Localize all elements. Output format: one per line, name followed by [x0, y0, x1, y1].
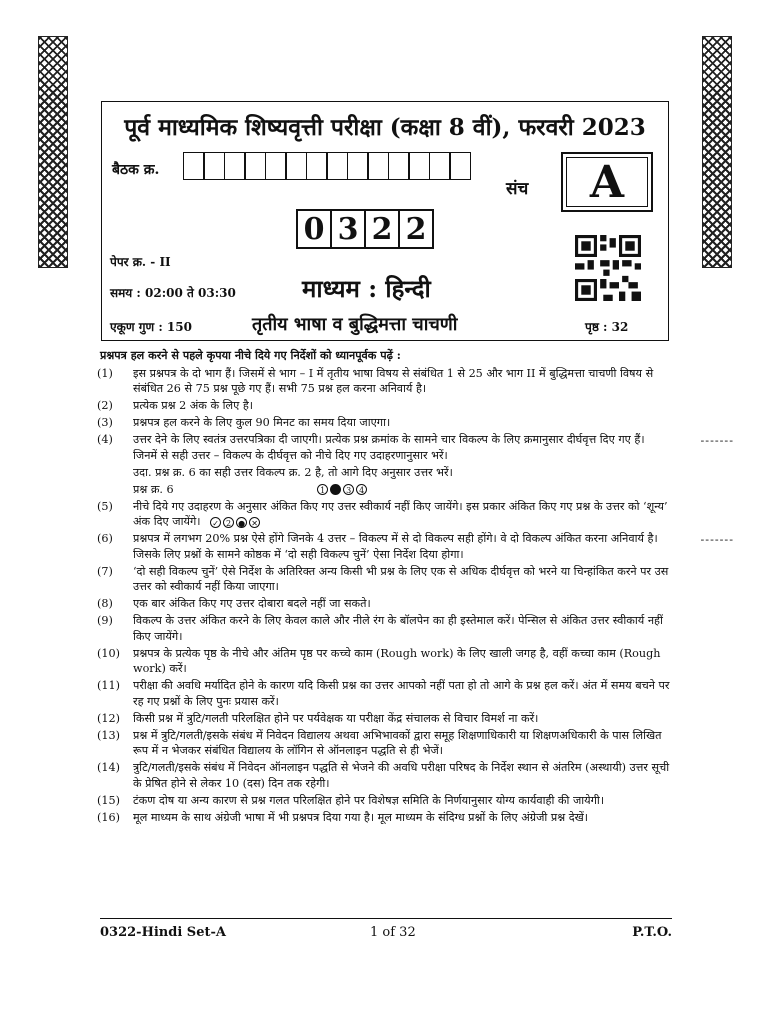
exam-medium: माध्यम : हिन्दी [302, 274, 431, 303]
code-digit: 2 [398, 209, 434, 249]
pto-label: P.T.O. [632, 925, 672, 940]
invalid-mark: ✓ [210, 517, 221, 528]
subject-title: तृतीय भाषा व बुद्धिमत्ता चाचणी [252, 314, 458, 335]
paper-set-id: 0322-Hindi Set-A [100, 925, 226, 940]
seat-number-boxes[interactable] [184, 152, 471, 180]
seat-number-label: बैठक क्र. [112, 162, 160, 178]
page-footer [100, 918, 672, 940]
sample-answer-row [100, 482, 672, 498]
seat-cell[interactable] [306, 152, 328, 180]
seat-cell[interactable] [244, 152, 266, 180]
list-item: (7) ‘दो सही विकल्प चुनें’ ऐसे निर्देश के अतिरिक्त अन्य किसी भी प्रश्न के लिए एक से अधिक दीर्घवृत्त को भरने या चिन्हांकित करने पर उस उत्तर को स्वीकार्य नहीं किया जाएगा। [97, 564, 669, 593]
seat-cell[interactable] [285, 152, 307, 180]
example-text: उदा. प्रश्न क्र. 6 का सही उत्तर विकल्प क्र. 2 है, तो आगे दिए अनुसार उत्तर भरें। [133, 465, 453, 479]
invalid-bubbles [210, 517, 260, 528]
list-item: (15) टंकण दोष या अन्य कारण से प्रश्न गलत परिलक्षित होने पर विशेषज्ञ समिति के निर्णयानुसार योग्य कार्यवाही की जायेगी। [97, 793, 605, 807]
seat-cell[interactable] [224, 152, 246, 180]
decorative-border-left [38, 36, 68, 268]
bubble-option: 4 [356, 484, 367, 495]
seat-cell[interactable] [326, 152, 348, 180]
code-digit: 2 [364, 209, 400, 249]
instructions-heading: प्रश्नपत्र हल करने से पहले कृपया नीचे दिये गए निर्देशों को ध्यानपूर्वक पढ़ें : [100, 348, 401, 362]
list-item: (11) परीक्षा की अवधि मर्यादित होने के कारण यदि किसी प्रश्न का उत्तर आपको नहीं पता हो तो आगे के प्रश्न हल करें। अंत में समय बचने पर रह गए प्रश्नों के लिए पुनः प्रयास करें। [97, 679, 670, 708]
bubble-option: 1 [317, 484, 328, 495]
list-item: (4) उत्तर देने के लिए स्वतंत्र उत्तरपत्रिका दी जाएगी। प्रत्येक प्रश्न क्रमांक के सामने चार विकल्प के लिए क्रमानुसार दीर्घवृत्त दिए गए हैं। जिनमें से सही उत्तर – विकल्प के दीर्घवृत्त को नीचे दिए गए उदाहरणानुसार भरें। ------- [97, 433, 734, 462]
seat-cell[interactable] [183, 152, 205, 180]
seat-cell[interactable] [408, 152, 430, 180]
seat-cell[interactable] [388, 152, 410, 180]
list-item: (13) प्रश्न में त्रुटि/गलती/इसके संबंध में निवेदन विद्यालय अथवा अभिभावकों द्वारा समूह शिक्षणाधिकारी या शिक्षणअधिकारी के पास लिखित रूप में न भेजकर संबंधित विद्यालय के लॉगिन से ऑनलाइन पद्धति से ही भेजें। [97, 728, 662, 757]
seat-cell[interactable] [449, 152, 471, 180]
list-item: (14) त्रुटि/गलती/इसके संबंध में निवेदन ऑनलाइन पद्धति से भेजने की अवधि परीक्षा परिषद के निर्देश स्थान से अंतरिम (अस्थायी) उत्तर सूची के प्रेषित होने से लेकर 10 (दस) दिन तक रहेगी। [97, 761, 670, 790]
instructions [97, 348, 734, 827]
set-box [561, 152, 653, 212]
rough-dashes: ------- [700, 434, 734, 447]
list-item: (5) नीचे दिये गए उदाहरण के अनुसार अंकित किए गए उत्तर स्वीकार्य नहीं किए जायेंगे। इस प्रकार अंकित किए गए प्रश्न के उत्तर को ‘शून्य’ अंक दिए जायेंगे। ✓ 2 ● ✕ [97, 499, 668, 528]
list-item: (10) प्रश्नपत्र के प्रत्येक पृष्ठ के नीचे और अंतिम पृष्ठ पर कच्चे काम (Rough work) के लिए खाली जगह है, वहीं कच्चा काम (Rough work) करें। [97, 646, 661, 675]
seat-cell[interactable] [367, 152, 389, 180]
set-letter: A [566, 157, 648, 207]
total-marks: एकूण गुण : 150 [110, 320, 192, 334]
list-item: (8) एक बार अंकित किए गए उत्तर दोबारा बदले नहीं जा सकते। [97, 597, 371, 610]
list-item: (9) विकल्प के उत्तर अंकित करने के लिए केवल काले और नीले रंग के बॉलपेन का ही इस्तेमाल करें। पेन्सिल से अंकित उत्तर स्वीकार्य नहीं किए जायेंगे। [97, 614, 663, 643]
list-item: (16) मूल माध्यम के साथ अंग्रेजी भाषा में भी प्रश्नपत्र दिया गया है। मूल माध्यम के संदिग्ध प्रश्नों के लिए अंग्रेजी प्रश्न देखें। [97, 810, 589, 824]
qr-code-icon [575, 235, 641, 301]
list-item: (2) प्रत्येक प्रश्न 2 अंक के लिए है। [97, 399, 254, 412]
invalid-mark: 2 [223, 517, 234, 528]
code-digit: 3 [330, 209, 366, 249]
seat-cell[interactable] [265, 152, 287, 180]
bubble-option: 3 [343, 484, 354, 495]
paper-number: पेपर क्र. - II [110, 255, 171, 269]
invalid-mark: ✕ [249, 517, 260, 528]
sample-bubbles [317, 484, 367, 495]
decorative-border-right [702, 36, 732, 268]
exam-title: पूर्व माध्यमिक शिष्यवृत्ती परीक्षा (कक्षा 8 वीं), फरवरी 2023 [124, 114, 646, 141]
page-number: 1 of 32 [370, 925, 416, 940]
invalid-mark: ● [236, 517, 247, 528]
seat-cell[interactable] [429, 152, 451, 180]
seat-cell[interactable] [203, 152, 225, 180]
list-item: (3) प्रश्नपत्र हल करने के लिए कुल 90 मिनट का समय दिया जाएगा। [97, 416, 391, 429]
seat-cell[interactable] [347, 152, 369, 180]
exam-time: समय : 02:00 ते 03:30 [110, 286, 236, 300]
rough-dashes: ------- [700, 533, 734, 546]
list-item: (12) किसी प्रश्न में त्रुटि/गलती परिलक्षित होने पर पर्यवेक्षक या परीक्षा केंद्र संचालक से विचार विमर्श ना करें। [97, 711, 539, 725]
bubble-option-filled [330, 484, 341, 495]
list-item: (1) इस प्रश्नपत्र के दो भाग हैं। जिसमें से भाग – I में तृतीय भाषा विषय से संबंधित 1 से 25 और भाग II में बुद्धिमत्ता चाचणी विषय से संबंधित 26 से 75 प्रश्न पूछे गए हैं। सभी 75 प्रश्न हल करना अनिवार्य है। [97, 366, 654, 395]
paper-code-boxes [298, 209, 434, 249]
code-digit: 0 [296, 209, 332, 249]
example-question: प्रश्न क्र. 6 [133, 482, 174, 496]
set-label: संच [506, 179, 529, 199]
list-item: (6) प्रश्नपत्र में लगभग 20% प्रश्न ऐसे होंगे जिनके 4 उत्तर – विकल्प में से दो विकल्प सही होंगे। वे दो विकल्प अंकित करना अनिवार्य है। जिसके लिए प्रश्नों के सामने कोष्ठक में ‘दो सही विकल्प चुनें’ ऐसा निर्देश दिया होगा। ------- [97, 532, 734, 561]
exam-header [101, 101, 669, 341]
page-count: पृष्ठ : 32 [585, 320, 629, 334]
